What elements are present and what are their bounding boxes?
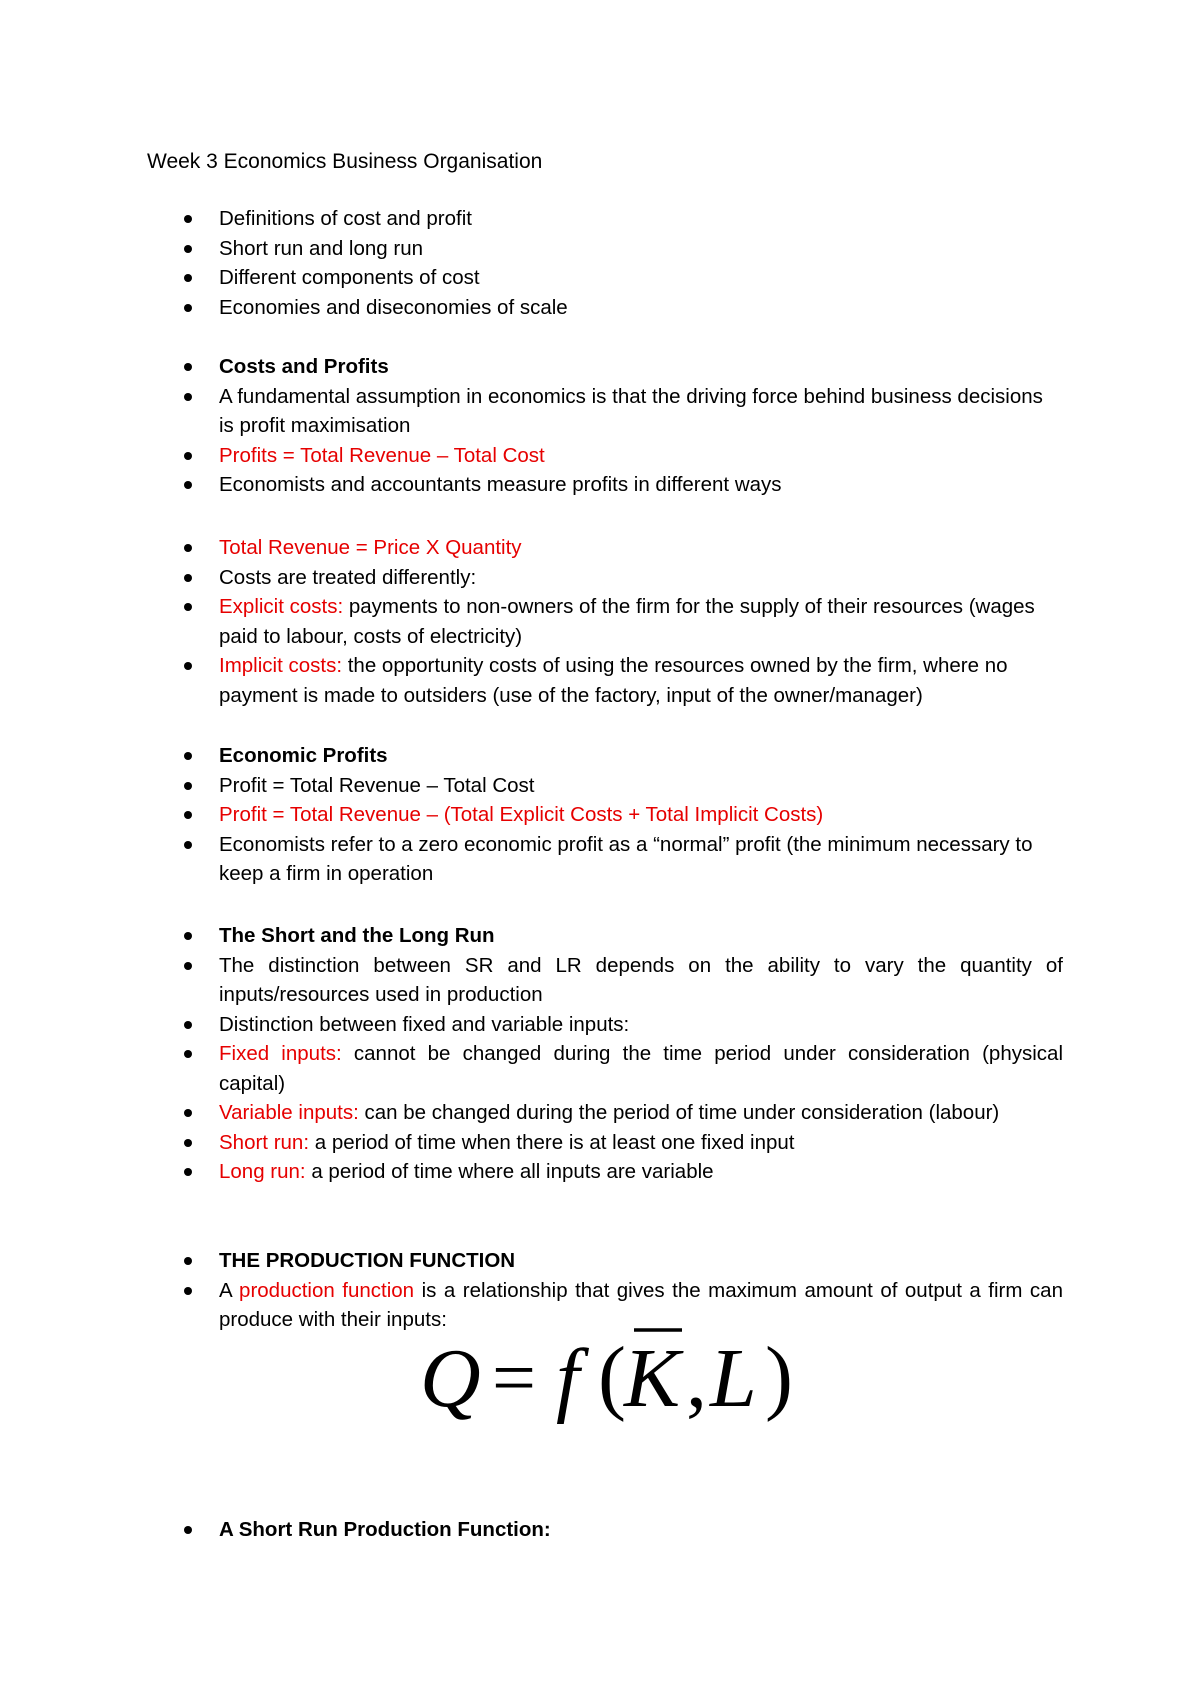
list-item: Costs are treated differently: [0,563,1063,593]
list-item: The distinction between SR and LR depends on the ability to vary the quantity of inputs/resources used in production [0,951,1063,1010]
short-long-run-list [0,921,1200,1187]
term: production function [239,1278,415,1302]
bullet-icon [184,245,192,253]
bullet-icon [184,452,192,460]
bullet-icon [184,603,192,611]
bullet-icon [184,215,192,223]
bullet-icon [184,574,192,582]
production-function-formula [420,1318,800,1426]
bullet-icon [184,752,192,760]
bullet-icon [184,393,192,401]
bullet-icon [184,841,192,849]
formula-comma: , [686,1332,707,1425]
term: Fixed inputs: [219,1042,342,1065]
formula-close-paren: ) [765,1330,793,1423]
bullet-icon [184,1287,192,1295]
list-item: Different components of cost [0,263,1063,293]
list-item: Variable inputs: can be changed during the period of time under consideration (labour) [0,1098,1063,1128]
bullet-icon [184,962,192,970]
section-heading: THE PRODUCTION FUNCTION [0,1246,1063,1276]
formula-k: K [624,1332,681,1425]
bullet-icon [184,1050,192,1058]
formula-f: f [556,1332,580,1425]
outline-list [0,204,1200,322]
list-item: Explicit costs: payments to non-owners of the firm for the supply of their resources (wages paid to labour, costs of electricity) [0,592,1063,651]
bullet-icon [184,1109,192,1117]
section-heading: The Short and the Long Run [0,921,1063,951]
bullet-icon [184,274,192,282]
list-item: Profit = Total Revenue – (Total Explicit Costs + Total Implicit Costs) [0,800,1063,830]
bullet-icon [184,932,192,940]
term: Short run: [219,1130,310,1154]
list-item: Total Revenue = Price X Quantity [0,533,1063,563]
formula-equals: = [492,1334,536,1421]
list-item: Economies and diseconomies of scale [0,293,1063,323]
list-item: Fixed inputs: cannot be changed during the time period under consideration (physical capital) [0,1039,1063,1098]
list-item: Implicit costs: the opportunity costs of using the resources owned by the firm, where no payment is made to outsiders (use of the factory, input of the owner/manager) [0,651,1063,710]
term: Variable inputs: [219,1101,359,1124]
costs-profits-list [0,352,1200,500]
bullet-icon [184,481,192,489]
formula-l: L [710,1332,757,1425]
bullet-icon [184,544,192,552]
term: Implicit costs: [219,654,343,677]
bullet-icon [184,1257,192,1265]
formula-q: Q [420,1332,481,1425]
list-item: Profit = Total Revenue – Total Cost [0,771,1063,801]
revenue-costs-list [0,533,1200,710]
bullet-icon [184,363,192,371]
document-title: Week 3 Economics Business Organisation [147,150,543,173]
list-item: Long run: a period of time where all inputs are variable [0,1157,1063,1187]
list-item: A fundamental assumption in economics is that the driving force behind business decisions is profit maximisation [0,382,1063,441]
short-run-function-list [0,1515,1200,1545]
list-item: Economists and accountants measure profits in different ways [0,470,1063,500]
bullet-icon [184,304,192,312]
formula-open-paren: ( [598,1330,626,1423]
term: Long run: [219,1160,306,1183]
bullet-icon [184,811,192,819]
term: Explicit costs: [219,595,344,618]
bullet-icon [184,1168,192,1176]
bullet-icon [184,1021,192,1029]
list-item: Definitions of cost and profit [0,204,1063,234]
bullet-icon [184,782,192,790]
bullet-icon [184,1139,192,1147]
list-item: Distinction between fixed and variable inputs: [0,1010,1063,1040]
list-item: A production function is a relationship that gives the maximum amount of output a firm can produce with their inputs: [0,1276,1063,1335]
section-heading: Costs and Profits [0,352,1063,382]
list-item: Short run: a period of time when there is at least one fixed input [0,1128,1063,1158]
list-item: Short run and long run [0,234,1063,264]
bullet-icon [184,1526,192,1534]
section-heading: Economic Profits [0,741,1063,771]
list-item: Profits = Total Revenue – Total Cost [0,441,1063,471]
bullet-icon [184,662,192,670]
section-heading: A Short Run Production Function: [0,1515,1063,1545]
list-item: Economists refer to a zero economic profit as a “normal” profit (the minimum necessary to keep a firm in operation [0,830,1063,889]
economic-profits-list [0,741,1200,889]
